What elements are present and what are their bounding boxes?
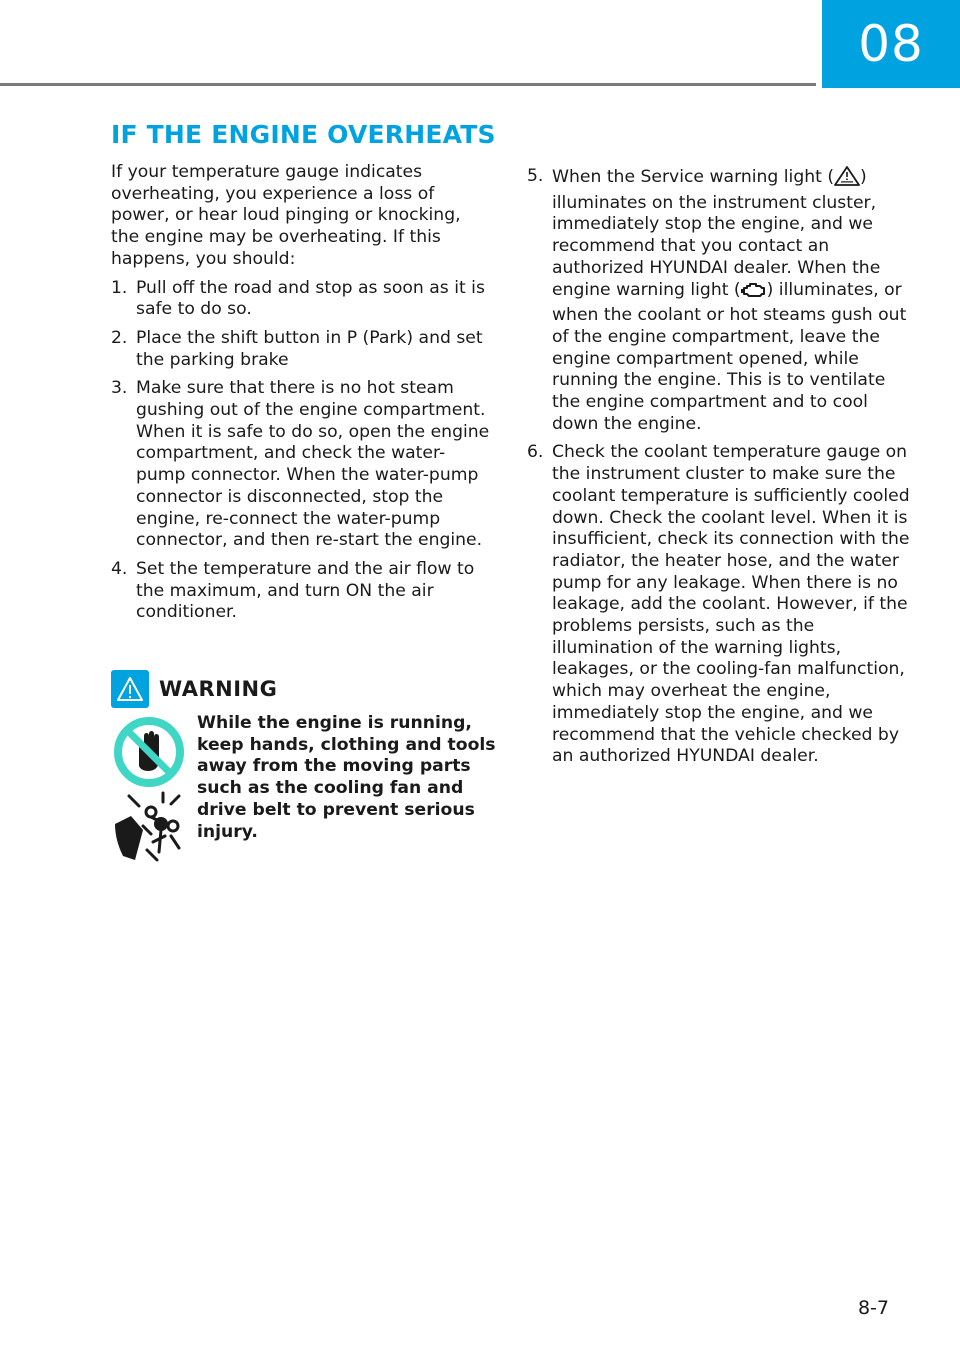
step-text: Place the shift button in P (Park) and set the parking brake <box>136 327 483 370</box>
step-1 <box>111 278 491 321</box>
step-text: Set the temperature and the air flow to the maximum, and turn ON the air conditioner. <box>136 558 475 623</box>
step-5-text-a: When the Service warning light ( <box>552 167 835 187</box>
step-5-text-c: ) illuminates, or when the coolant or hot steams gush out of the engine compartment, leave the engine compartment opened, while running the engine. This is to ventilate the engine compartment and to cool down the engine. <box>552 279 907 434</box>
warning-triangle-icon <box>111 670 149 708</box>
warning-header <box>111 670 277 708</box>
step-text <box>552 166 912 435</box>
engine-warning-icon <box>741 281 767 306</box>
step-number: 1. <box>111 277 128 298</box>
step-number: 2. <box>111 327 128 348</box>
step-5-text-b: ) illuminates on the instrument cluster, immediately stop the engine, and we recommend that you contact an authorized HYUNDAI dealer. When the engine warning light ( <box>552 167 881 300</box>
right-column <box>527 166 912 768</box>
warning-label: WARNING <box>159 677 278 701</box>
left-column <box>111 162 491 624</box>
step-4 <box>111 559 491 624</box>
no-hands-icon <box>113 716 185 792</box>
step-text: Check the coolant temperature gauge on the instrument cluster to make sure the coolant temperature is sufficiently cooled down. Check the coolant level. When it is insufficient, check its connection with the radiator, the heater hose, and the water pump for any leakage. When there is no leakage, add the coolant. However, if the problems persists, such as the illumination of the warning lights, leakages, or the cooling-fan malfunction, which may overheat the engine, immediately stop the engine, and we recommend that the vehicle checked by an authorized HYUNDAI dealer. <box>552 442 910 767</box>
step-6 <box>527 442 912 768</box>
step-number: 6. <box>527 442 544 463</box>
step-number: 5. <box>527 166 544 186</box>
step-2 <box>111 328 491 371</box>
header-rule <box>0 83 816 86</box>
fan-belt-hazard-icon <box>113 790 187 868</box>
step-5 <box>527 166 912 435</box>
warning-text: While the engine is running, keep hands, clothing and tools away from the moving parts such as the cooling fan and drive belt to prevent serious injury. <box>197 713 496 842</box>
section-title: IF THE ENGINE OVERHEATS <box>111 120 496 149</box>
intro-paragraph: If your temperature gauge indicates overheating, you experience a loss of power, or hear loud pinging or knocking, the engine may be overheating. If this happens, you should: <box>111 162 461 269</box>
step-3 <box>111 378 491 552</box>
service-warning-icon <box>834 166 860 193</box>
step-number: 4. <box>111 558 128 579</box>
chapter-tab: 08 <box>822 0 960 88</box>
page-number: 8-7 <box>857 1297 889 1319</box>
step-text: Pull off the road and stop as soon as it is safe to do so. <box>136 277 485 320</box>
step-number: 3. <box>111 378 128 399</box>
step-text: Make sure that there is no hot steam gushing out of the engine compartment. When it is safe to do so, open the engine compartment, and check the water-pump connector. When the water-pump connector is disconnected, stop the engine, re-connect the water-pump connector, and then re-start the engine. <box>136 378 490 551</box>
